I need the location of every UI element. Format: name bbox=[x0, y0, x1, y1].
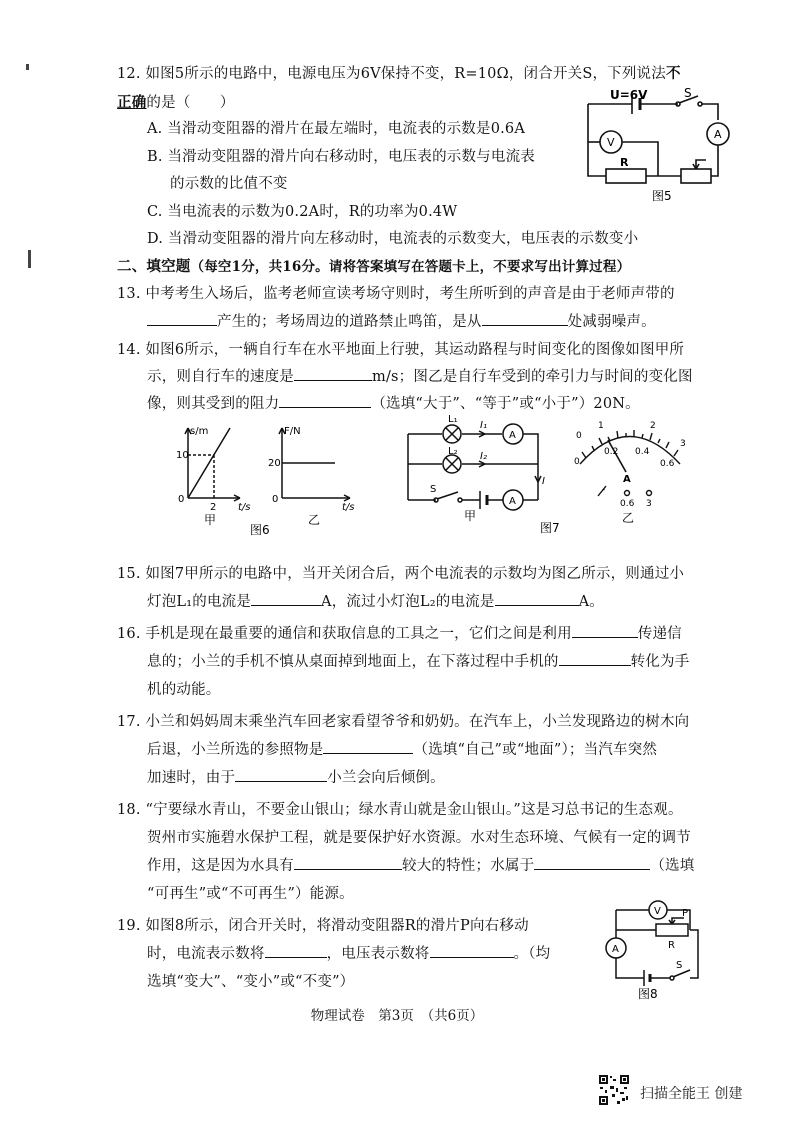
q18-line3: 作用，这是因为水具有 较大的特性；水属于 （选填 bbox=[147, 854, 694, 875]
fig7-i2-label: I₂ bbox=[480, 451, 487, 462]
fig7-scale-top-1: 1 bbox=[598, 421, 604, 431]
scan-mark bbox=[26, 64, 29, 70]
q12-stem-line1: 12. 如图5所示的电路中，电源电压为6V保持不变，R=10Ω，闭合开关S，下列说法不 bbox=[117, 65, 681, 82]
fig7-s-label: S bbox=[430, 484, 437, 495]
fig6b-origin: 0 bbox=[272, 494, 279, 505]
q16-blank-2[interactable] bbox=[559, 651, 631, 666]
q19-line2: 时，电流表示数将 ，电压表示数将 。（均 bbox=[147, 942, 550, 963]
qr-code-icon bbox=[598, 1074, 630, 1106]
q15-blank-1[interactable] bbox=[251, 591, 321, 606]
fig8-v-label: V bbox=[654, 906, 661, 917]
fig5-r-label: R bbox=[620, 156, 629, 169]
fig7-term-minus: - bbox=[602, 485, 606, 495]
fig7-scale-top-2: 2 bbox=[650, 421, 656, 431]
fig6a-line bbox=[188, 428, 230, 498]
q14-blank-2[interactable] bbox=[279, 393, 371, 408]
fig7-scale-bot-1: 0.2 bbox=[604, 447, 619, 457]
fig6a-ytick: 10 bbox=[176, 450, 189, 461]
q14-blank-1[interactable] bbox=[294, 366, 372, 381]
fig8-r-label: R bbox=[668, 940, 675, 951]
figure-7-circuit bbox=[400, 412, 560, 537]
q19-blank-2[interactable] bbox=[430, 943, 514, 958]
fig8-s-label: S bbox=[676, 960, 683, 971]
fig7-scale-bot-3: 0.6 bbox=[660, 459, 675, 469]
fig6a-xlabel: t/s bbox=[238, 502, 251, 513]
fig7-scale-bot-2: 0.4 bbox=[635, 447, 650, 457]
section-2-header: 二、填空题（每空1分，共16分。请将答案填写在答题卡上，不要求写出计算过程） bbox=[117, 258, 631, 275]
q14-line1: 14. 如图6所示，一辆自行车在水平地面上行驶，其运动路程与时间变化的图像如图甲所 bbox=[117, 342, 685, 358]
page-footer: 物理试卷 第3页 （共6页） bbox=[310, 1008, 484, 1024]
fig7-l1-label: L₁ bbox=[448, 414, 458, 425]
scan-mark bbox=[28, 250, 31, 268]
fig7-meter-unit: A bbox=[623, 474, 631, 485]
fig7-i-label: I bbox=[542, 476, 545, 487]
figure-6-graphs bbox=[170, 420, 370, 538]
q17-line1: 17. 小兰和妈妈周末乘坐汽车回老家看望爷爷和奶奶。在汽车上，小兰发现路边的树木向 bbox=[117, 714, 690, 730]
q18-blank-2[interactable] bbox=[534, 855, 650, 870]
q13-blank-1[interactable] bbox=[147, 311, 217, 326]
q12-option-a: A. 当滑动变阻器的滑片在最左端时，电流表的示数是0.6A bbox=[147, 121, 526, 137]
fig8-p-label: P bbox=[682, 908, 689, 919]
fig8-caption: 图8 bbox=[638, 987, 658, 1000]
fig7-term-06: 0.6 bbox=[620, 499, 635, 509]
q12-option-b: B. 当滑动变阻器的滑片向右移动时，电压表的示数与电流表 bbox=[147, 149, 535, 165]
fig6a-xtick: 2 bbox=[210, 502, 217, 513]
fig7-caption: 图7 bbox=[540, 521, 560, 535]
q17-line2: 后退，小兰所选的参照物是 （选填“自己”或“地面”）；当汽车突然 bbox=[147, 738, 657, 759]
fig5-u-label: U=6V bbox=[610, 88, 648, 102]
fig6a-name: 甲 bbox=[204, 513, 217, 527]
fig7-meter-name: 乙 bbox=[622, 511, 635, 525]
fig6-caption: 图6 bbox=[250, 523, 270, 537]
q17-blank-1[interactable] bbox=[323, 739, 413, 754]
q17-blank-2[interactable] bbox=[235, 767, 327, 782]
q18-blank-1[interactable] bbox=[294, 855, 402, 870]
fig7-a2-label: A bbox=[509, 496, 516, 507]
fig6a-ylabel: s/m bbox=[190, 426, 209, 437]
fig6b-ytick: 20 bbox=[268, 458, 281, 469]
q13-line2: 产生的；考场周边的道路禁止鸣笛，是从 处减弱噪声。 bbox=[147, 310, 656, 331]
q15-line2: 灯泡L₁的电流是 A，流过小灯泡L₂的电流是 A。 bbox=[147, 590, 604, 611]
q19-line1: 19. 如图8所示，闭合开关时，将滑动变阻器R的滑片P向右移动 bbox=[117, 918, 529, 934]
q12-stem-line2: 正确的是（ ） bbox=[117, 94, 235, 111]
q16-blank-1[interactable] bbox=[572, 623, 638, 638]
fig7-scale-top-0: 0 bbox=[576, 431, 582, 441]
fig8-a-label: A bbox=[612, 944, 619, 955]
fig6a-origin: 0 bbox=[178, 494, 185, 505]
fig5-v-label: V bbox=[607, 136, 615, 149]
fig7-scale-bot-0: 0 bbox=[574, 457, 580, 467]
q17-line3: 加速时，由于 小兰会向后倾倒。 bbox=[147, 766, 445, 787]
q15-blank-2[interactable] bbox=[495, 591, 579, 606]
q19-line3: 选填“变大”、“变小”或“不变”） bbox=[147, 974, 355, 990]
q16-line3: 机的动能。 bbox=[147, 682, 221, 698]
fig7-i1-label: I₁ bbox=[480, 420, 487, 431]
q14-line2: 示，则自行车的速度是 m/s；图乙是自行车受到的牵引力与时间的变化图 bbox=[147, 365, 693, 386]
fig5-caption: 图5 bbox=[652, 189, 672, 203]
q12-option-c: C. 当电流表的示数为0.2A时，R的功率为0.4W bbox=[147, 204, 458, 220]
q16-line2: 息的；小兰的手机不慎从桌面掉到地面上，在下落过程中手机的 转化为手 bbox=[147, 650, 689, 671]
q18-line1: 18. “宁要绿水青山，不要金山银山；绿水青山就是金山银山。”这是习总书记的生态观。 bbox=[117, 802, 683, 818]
figure-8-circuit bbox=[598, 896, 708, 1000]
q15-line1: 15. 如图7甲所示的电路中，当开关闭合后，两个电流表的示数均为图乙所示，则通过小 bbox=[117, 566, 685, 582]
q12-option-d: D. 当滑动变阻器的滑片向左移动时，电流表的示数变大，电压表的示数变小 bbox=[147, 231, 639, 247]
fig7-a1-label: A bbox=[509, 430, 516, 441]
fig6b-name: 乙 bbox=[308, 513, 321, 527]
fig7-l2-label: L₂ bbox=[448, 446, 458, 457]
q19-blank-1[interactable] bbox=[265, 943, 327, 958]
figure-5-circuit bbox=[578, 84, 743, 204]
fig7-scale-top-3: 3 bbox=[680, 439, 686, 449]
q16-line1: 16. 手机是现在最重要的通信和获取信息的工具之一，它们之间是利用 传递信 bbox=[117, 622, 682, 643]
q18-line2: 贺州市实施碧水保护工程，就是要保护好水资源。水对生态环境、气候有一定的调节 bbox=[147, 830, 691, 846]
q14-line3: 像，则其受到的阻力 （选填“大于”、“等于”或“小于”）20N。 bbox=[147, 392, 640, 413]
fig7-term-3: 3 bbox=[646, 499, 652, 509]
fig5-a-label: A bbox=[714, 128, 722, 141]
fig6b-xlabel: t/s bbox=[342, 502, 355, 513]
figure-7-ammeter-dial bbox=[562, 414, 697, 529]
scanner-brand: 扫描全能王 创建 bbox=[640, 1086, 743, 1102]
q12-option-b-cont: 的示数的比值不变 bbox=[170, 176, 288, 192]
q18-line4: “可再生”或“不可再生”）能源。 bbox=[147, 886, 354, 902]
q13-blank-2[interactable] bbox=[482, 311, 568, 326]
fig6b-ylabel: F/N bbox=[284, 426, 301, 437]
fig5-s-label: S bbox=[684, 86, 692, 100]
q13-line1: 13. 中考考生入场后，监考老师宣读考场守则时，考生所听到的声音是由于老师声带的 bbox=[117, 286, 675, 302]
fig7-circuit-name: 甲 bbox=[464, 509, 477, 523]
